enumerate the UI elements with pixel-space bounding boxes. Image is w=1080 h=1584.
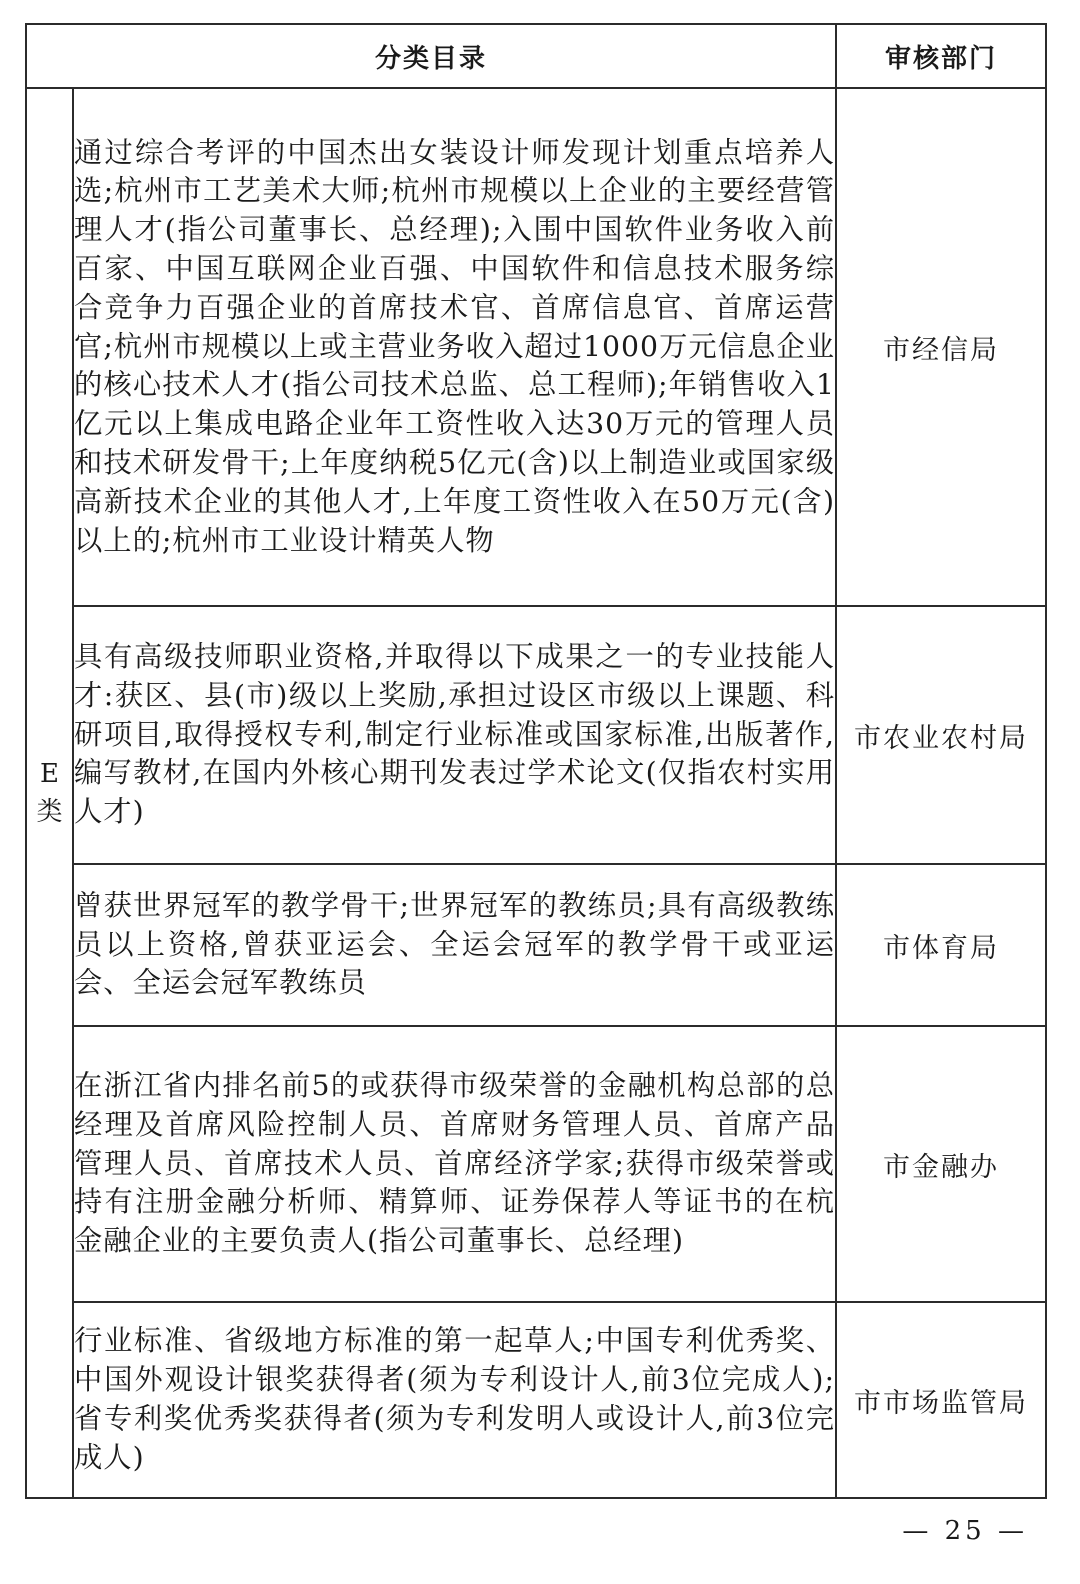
row-description: 在浙江省内排名前5的或获得市级荣誉的金融机构总部的总经理及首席风险控制人员、首席财务管理人员、首席产品管理人员、首席技术人员、首席经济学家;获得市级荣誉或持有注册金融分析师、精算师、证券保荐人等证书的在杭金融企业的主要负责人(指公司董事长、总经理): [73, 1026, 836, 1302]
table-row: [26, 606, 1046, 864]
row-department: 市金融办: [836, 1026, 1046, 1302]
row-description: 曾获世界冠军的教学骨干;世界冠军的教练员;具有高级教练员以上资格,曾获亚运会、全运会冠军的教学骨干或亚运会、全运会冠军教练员: [73, 864, 836, 1026]
table-row: [26, 1026, 1046, 1302]
table-row: [26, 864, 1046, 1026]
row-department: 市体育局: [836, 864, 1046, 1026]
header-catalog: 分类目录: [26, 24, 836, 88]
row-department: 市农业农村局: [836, 606, 1046, 864]
category-cell: [26, 88, 73, 1498]
row-description: 行业标准、省级地方标准的第一起草人;中国专利优秀奖、中国外观设计银奖获得者(须为专利设计人,前3位完成人);省专利奖优秀奖获得者(须为专利发明人或设计人,前3位完成人): [73, 1302, 836, 1498]
page-number: — 25 —: [902, 1516, 1028, 1546]
row-description: 具有高级技师职业资格,并取得以下成果之一的专业技能人才:获区、县(市)级以上奖励,承担过设区市级以上课题、科研项目,取得授权专利,制定行业标准或国家标准,出版著作,编写教材,在国内外核心期刊发表过学术论文(仅指农村实用人才): [73, 606, 836, 864]
row-department: 市市场监管局: [836, 1302, 1046, 1498]
table-row: [26, 88, 1046, 606]
category-suffix: 类: [36, 797, 63, 827]
category-letter: E: [40, 759, 59, 789]
table-row: [26, 1302, 1046, 1498]
header-department: 审核部门: [836, 24, 1046, 88]
row-department: 市经信局: [836, 88, 1046, 606]
row-description: 通过综合考评的中国杰出女装设计师发现计划重点培养人选;杭州市工艺美术大师;杭州市规模以上企业的主要经营管理人才(指公司董事长、总经理);入围中国软件业务收入前百家、中国互联网企业百强、中国软件和信息技术服务综合竞争力百强企业的首席技术官、首席信息官、首席运营官;杭州市规模以上或主营业务收入超过1000万元信息企业的核心技术人才(指公司技术总监、总工程师);年销售收入1亿元以上集成电路企业年工资性收入达30万元的管理人员和技术研发骨干;上年度纳税5亿元(含)以上制造业或国家级高新技术企业的其他人才,上年度工资性收入在50万元(含)以上的;杭州市工业设计精英人物: [73, 88, 836, 606]
table-header-row: [26, 24, 1046, 88]
talent-catalog-table: [25, 23, 1047, 1499]
